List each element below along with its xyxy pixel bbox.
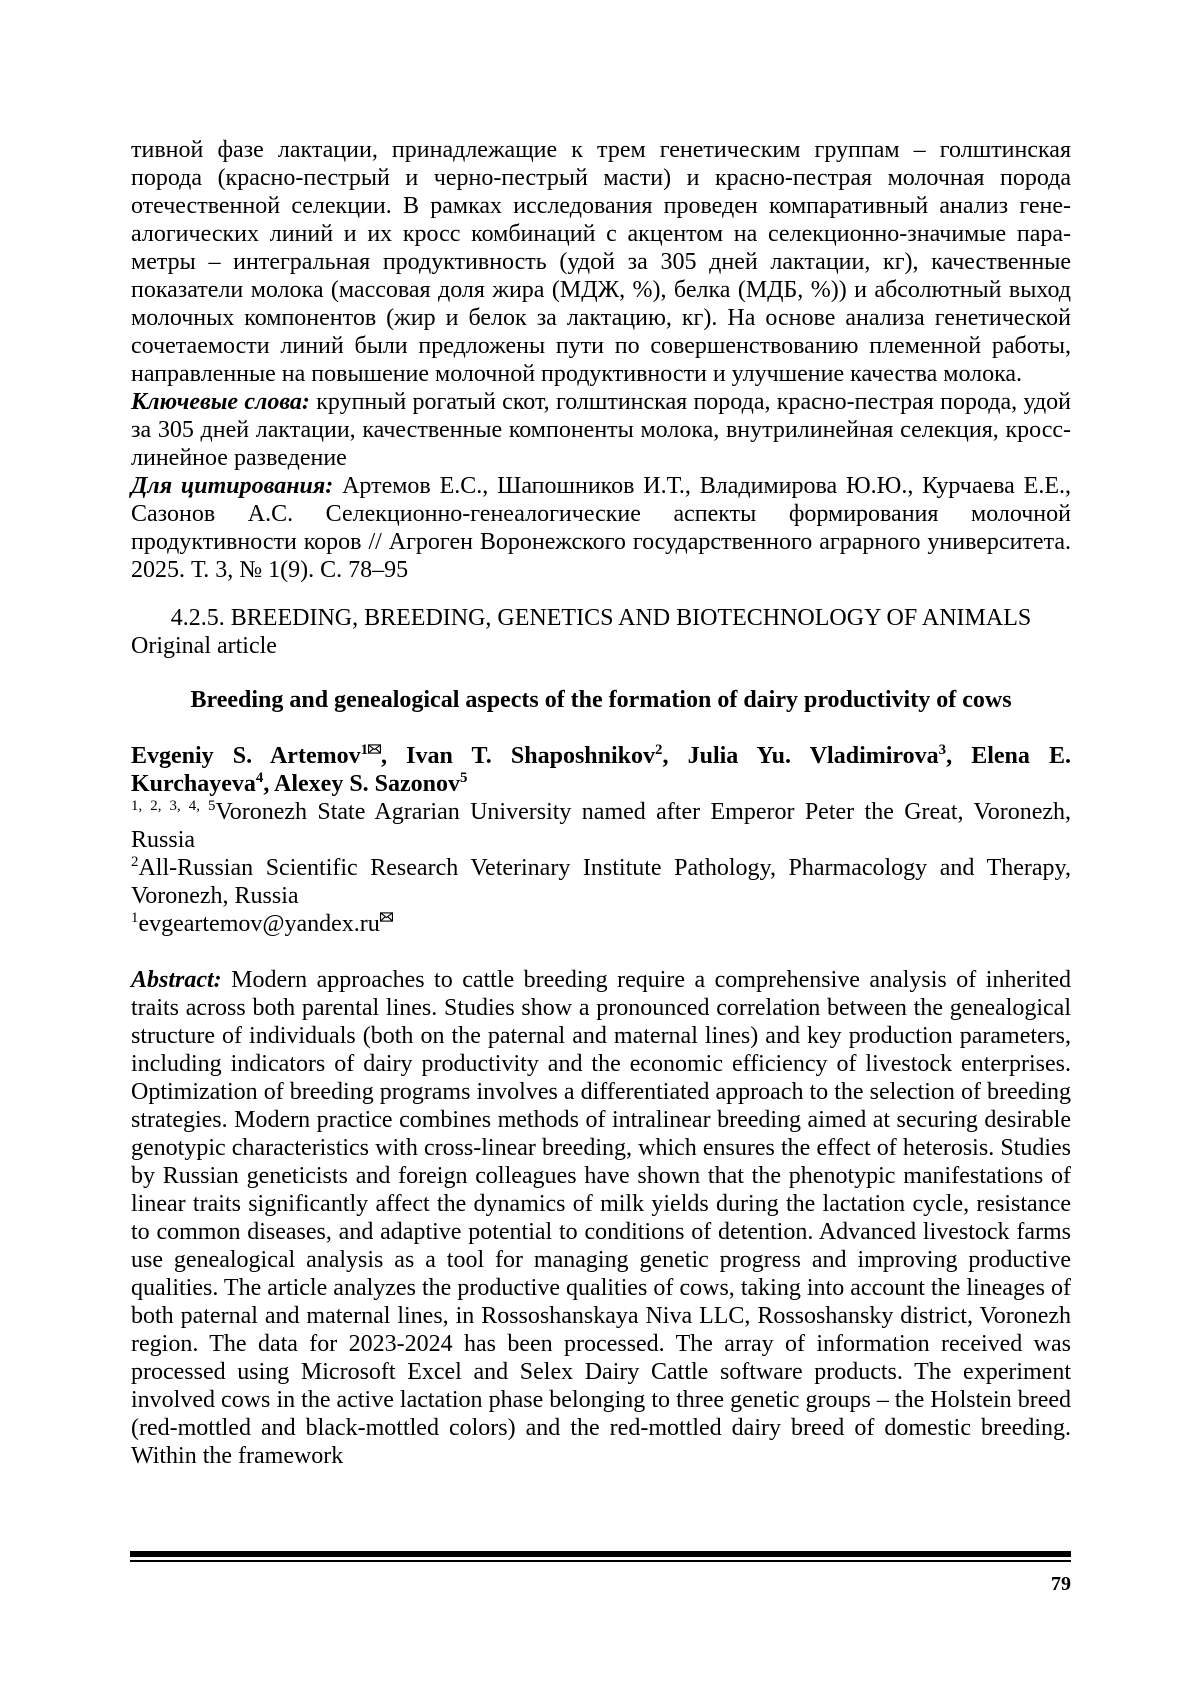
author-name: Ivan T. Shaposhnikov	[406, 743, 656, 769]
abstract-text: Modern approaches to cattle breeding require a comprehensive analysis of inherited traits across both parental lines. Studies show a pronounced correlation between the genealogical structure of individuals (both on the paternal and maternal lines) and key production parameters, including indicators of dairy productivity and the economic efficiency of livestock enterprises. Optimization of breeding programs involves a differentiated approach to the selection of breeding strategies. Modern practice combines methods of intralinear breeding aimed at securing desirable genotypic characteristics with cross-linear breeding, which ensures the effect of heterosis. Studies by Russian geneticists and foreign colleagues have shown that the phenotypic manifestations of linear traits significantly affect the dynamics of milk yields during the lactation cycle, resistance to common diseases, and adaptive potential to conditions of detention. Advanced livestock farms use genealogical analysis as a tool for managing genetic progress and improving productive qualities. The article analyzes the productive qualities of cows, taking into account the lineages of both paternal and maternal lines, in Rossoshanskaya Niva LLC, Rossoshansky district, Voronezh region. The data for 2023-2024 has been processed. The array of information received was processed using Microsoft Excel and Selex Dairy Cattle software products. The experiment involved cows in the active lactation phase belonging to three genetic groups – the Holstein breed (red-mottled and black-mottled colors) and the red-mottled dairy breed of domestic breeding. Within the framework	[131, 967, 1071, 1469]
footer-rule	[130, 1551, 1071, 1562]
keywords-paragraph	[131, 388, 1071, 472]
affiliation-2	[131, 854, 1071, 910]
page-number: 79	[1051, 1573, 1071, 1595]
article-type-label: Original article	[131, 633, 277, 659]
author-affiliation-number: 1	[360, 742, 369, 758]
russian-abstract-continuation: тивной фазе лактации, принадлежащие к трем генетическим группам – голштинская порода (красно-пестрый и черно-пестрый масти) и красно-пестрая молочная порода отечественной селекции. В рамках исследования проведен компаративный анализ генеалогических линий и их кросс комбинаций с акцентом на селекционно-значимые параметры – интегральная продуктивность (удой за 305 дней лактации, кг), качественные показатели молока (массовая доля жира (МДЖ, %), белка (МДБ, %)) и абсолютный выход молочных компонентов (жир и белок за лактацию, кг). На основе анализа генетической сочетаемости линий были предложены пути по совершенствованию племенной работы, направленные на повышение молочной продуктивности и улучшение качества молока.	[131, 137, 1071, 387]
author-superscript: 5	[460, 770, 468, 786]
email-line	[131, 910, 1071, 938]
author-separator: ,	[263, 771, 275, 797]
email-envelope-superscript	[380, 910, 393, 926]
citation-label: Для цитирования:	[131, 473, 343, 499]
affiliation-superscript: 2	[131, 854, 139, 870]
affiliation-text: Voronezh State Agrarian University named after Emperor Peter the Great, Voronezh, Russia	[131, 799, 1072, 853]
author-separator: ,	[946, 743, 972, 769]
authors-line	[131, 742, 1071, 798]
keywords-text: крупный рогатый скот, голштинская порода, красно-пестрая порода, удой за 305 дней лактации, качественные компоненты молока, внутрилинейная селекция, кросс-линейное разведение	[131, 389, 1071, 471]
abstract-label: Abstract:	[131, 967, 232, 993]
section-heading: 4.2.5. BREEDING, BREEDING, GENETICS AND BIOTECHNOLOGY OF ANIMALS	[170, 605, 1032, 631]
author-name: Elena E. Kurchayeva	[131, 743, 1072, 797]
envelope-icon	[380, 912, 393, 922]
author-separator: ,	[381, 743, 407, 769]
author-superscript: 3	[938, 742, 947, 758]
envelope-icon	[368, 744, 381, 754]
citation-paragraph	[131, 472, 1071, 584]
abstract-paragraph	[131, 966, 1071, 1470]
author-superscript: 2	[655, 742, 663, 758]
author-superscript	[361, 742, 381, 758]
email-address: evgeartemov@yandex.ru	[138, 911, 380, 937]
author-name: Evgeniy S. Artemov	[131, 743, 361, 769]
author-name: Julia Yu. Vladimirova	[687, 743, 939, 769]
author-separator: ,	[662, 743, 688, 769]
page-content	[131, 136, 1071, 1470]
keywords-label: Ключевые слова:	[131, 389, 317, 415]
email-superscript: 1	[131, 910, 139, 926]
affiliation-superscript: 1, 2, 3, 4, 5	[131, 798, 216, 814]
author-superscript: 4	[255, 770, 264, 786]
affiliation-1	[131, 798, 1071, 854]
citation-text: Артемов Е.С., Шапошников И.Т., Владимирова Ю.Ю., Курчаева Е.Е., Сазонов А.С. Селекционно-генеалогические аспекты формирования молочной продуктивности коров // Агроген Воронежского государственного аграрного университета. 2025. Т. 3, № 1(9). С. 78–95	[131, 473, 1071, 583]
article-title-english: Breeding and genealogical aspects of the formation of dairy productivity of cows	[190, 687, 1012, 713]
affiliation-text: All-Russian Scientific Research Veterinary Institute Pathology, Pharmacology and Therapy, Voronezh, Russia	[131, 855, 1071, 909]
author-name: Alexey S. Sazonov	[274, 771, 461, 797]
